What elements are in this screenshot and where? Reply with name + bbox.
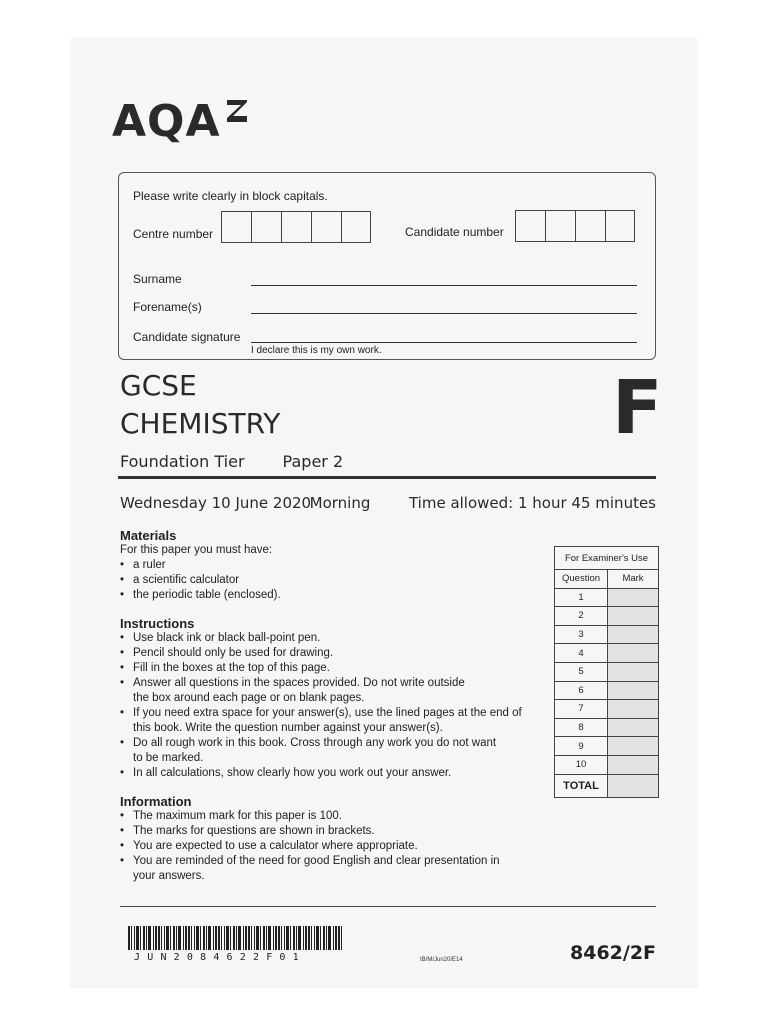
mark-cell xyxy=(608,737,659,756)
time-allowed: Time allowed: 1 hour 45 minutes xyxy=(408,494,656,512)
materials-section xyxy=(120,528,540,603)
footer-divider xyxy=(120,906,656,907)
centre-number-field[interactable] xyxy=(221,211,371,243)
mark-cell xyxy=(608,644,659,663)
aqa-logo-mark-icon xyxy=(223,96,249,126)
examiners-use-title: For Examiner's Use xyxy=(555,547,659,570)
question-number: 5 xyxy=(555,662,608,681)
instruction-item: • Do all rough work in this book. Cross through any work you do not want to be marked. xyxy=(120,736,532,766)
mark-cell xyxy=(608,625,659,644)
paper-reference: IB/M/Jun20/E14 xyxy=(420,957,463,963)
candidate-number-field[interactable] xyxy=(515,210,635,242)
question-number: 1 xyxy=(555,588,608,607)
signature-label: Candidate signature xyxy=(133,330,241,344)
forenames-field[interactable] xyxy=(251,313,637,314)
information-item: • You are expected to use a calculator where appropriate. xyxy=(120,839,520,854)
exam-date: Wednesday 10 June 2020 xyxy=(120,494,312,512)
block-capitals-instruction: Please write clearly in block capitals. xyxy=(133,189,328,203)
materials-item: • a ruler xyxy=(120,558,540,573)
instruction-item: • If you need extra space for your answer(s), use the lined pages at the end of this book. Write the question number against your answer(s). xyxy=(120,706,532,736)
instructions-heading: Instructions xyxy=(120,616,195,631)
question-number: 2 xyxy=(555,607,608,626)
materials-item: • a scientific calculator xyxy=(120,573,540,588)
centre-number-label: Centre number xyxy=(133,227,214,241)
examiners-use-table xyxy=(554,546,659,798)
surname-field[interactable] xyxy=(251,285,637,286)
instruction-item: • In all calculations, show clearly how you work out your answer. xyxy=(120,766,532,781)
mark-cell xyxy=(608,681,659,700)
mark-cell xyxy=(608,700,659,719)
question-number: 8 xyxy=(555,718,608,737)
information-item: • The maximum mark for this paper is 100. xyxy=(120,809,520,824)
title-divider xyxy=(118,476,656,479)
instruction-item: • Use black ink or black ball-point pen. xyxy=(120,631,532,646)
subject-title: CHEMISTRY xyxy=(120,407,281,440)
question-number: 9 xyxy=(555,737,608,756)
tier-label: Foundation Tier xyxy=(120,452,245,471)
barcode-text: JUN2084622F01 xyxy=(134,952,306,963)
question-number: 10 xyxy=(555,755,608,774)
declaration-text: I declare this is my own work. xyxy=(251,345,382,356)
instructions-section xyxy=(120,616,532,781)
forenames-label: Forename(s) xyxy=(133,300,202,314)
candidate-number-label: Candidate number xyxy=(405,225,504,239)
question-number: 7 xyxy=(555,700,608,719)
mark-cell xyxy=(608,588,659,607)
question-number: 4 xyxy=(555,644,608,663)
exam-session: Morning xyxy=(309,494,371,512)
signature-field[interactable] xyxy=(251,342,637,343)
instruction-item: • Pencil should only be used for drawing. xyxy=(120,646,532,661)
question-column-header: Question xyxy=(555,570,608,589)
instruction-item: • Fill in the boxes at the top of this page. xyxy=(120,661,532,676)
total-label: TOTAL xyxy=(555,774,608,797)
instruction-item: • Answer all questions in the spaces provided. Do not write outside the box around each page or on blank pages. xyxy=(120,676,532,706)
materials-intro: For this paper you must have: xyxy=(120,544,273,556)
information-section xyxy=(120,794,520,884)
paper-code: 8462/2F xyxy=(570,942,657,964)
exam-info-row xyxy=(120,494,656,512)
surname-label: Surname xyxy=(133,272,182,286)
qualification-title: GCSE xyxy=(120,369,197,402)
question-number: 6 xyxy=(555,681,608,700)
paper-label: Paper 2 xyxy=(282,452,344,471)
mark-column-header: Mark xyxy=(608,570,659,589)
aqa-logo xyxy=(112,96,249,150)
mark-cell xyxy=(608,755,659,774)
materials-heading: Materials xyxy=(120,528,177,543)
question-number: 3 xyxy=(555,625,608,644)
information-heading: Information xyxy=(120,794,192,809)
mark-cell xyxy=(608,718,659,737)
materials-item: • the periodic table (enclosed). xyxy=(120,588,540,603)
logo-text: AQA xyxy=(112,96,221,147)
total-mark-cell xyxy=(608,774,659,797)
tier-letter: F xyxy=(612,365,663,451)
mark-cell xyxy=(608,662,659,681)
mark-cell xyxy=(608,607,659,626)
barcode xyxy=(128,926,348,950)
information-item: • You are reminded of the need for good English and clear presentation in your answers. xyxy=(120,854,520,884)
candidate-details-box xyxy=(118,172,656,360)
tier-paper-line xyxy=(120,452,343,471)
information-item: • The marks for questions are shown in brackets. xyxy=(120,824,520,839)
